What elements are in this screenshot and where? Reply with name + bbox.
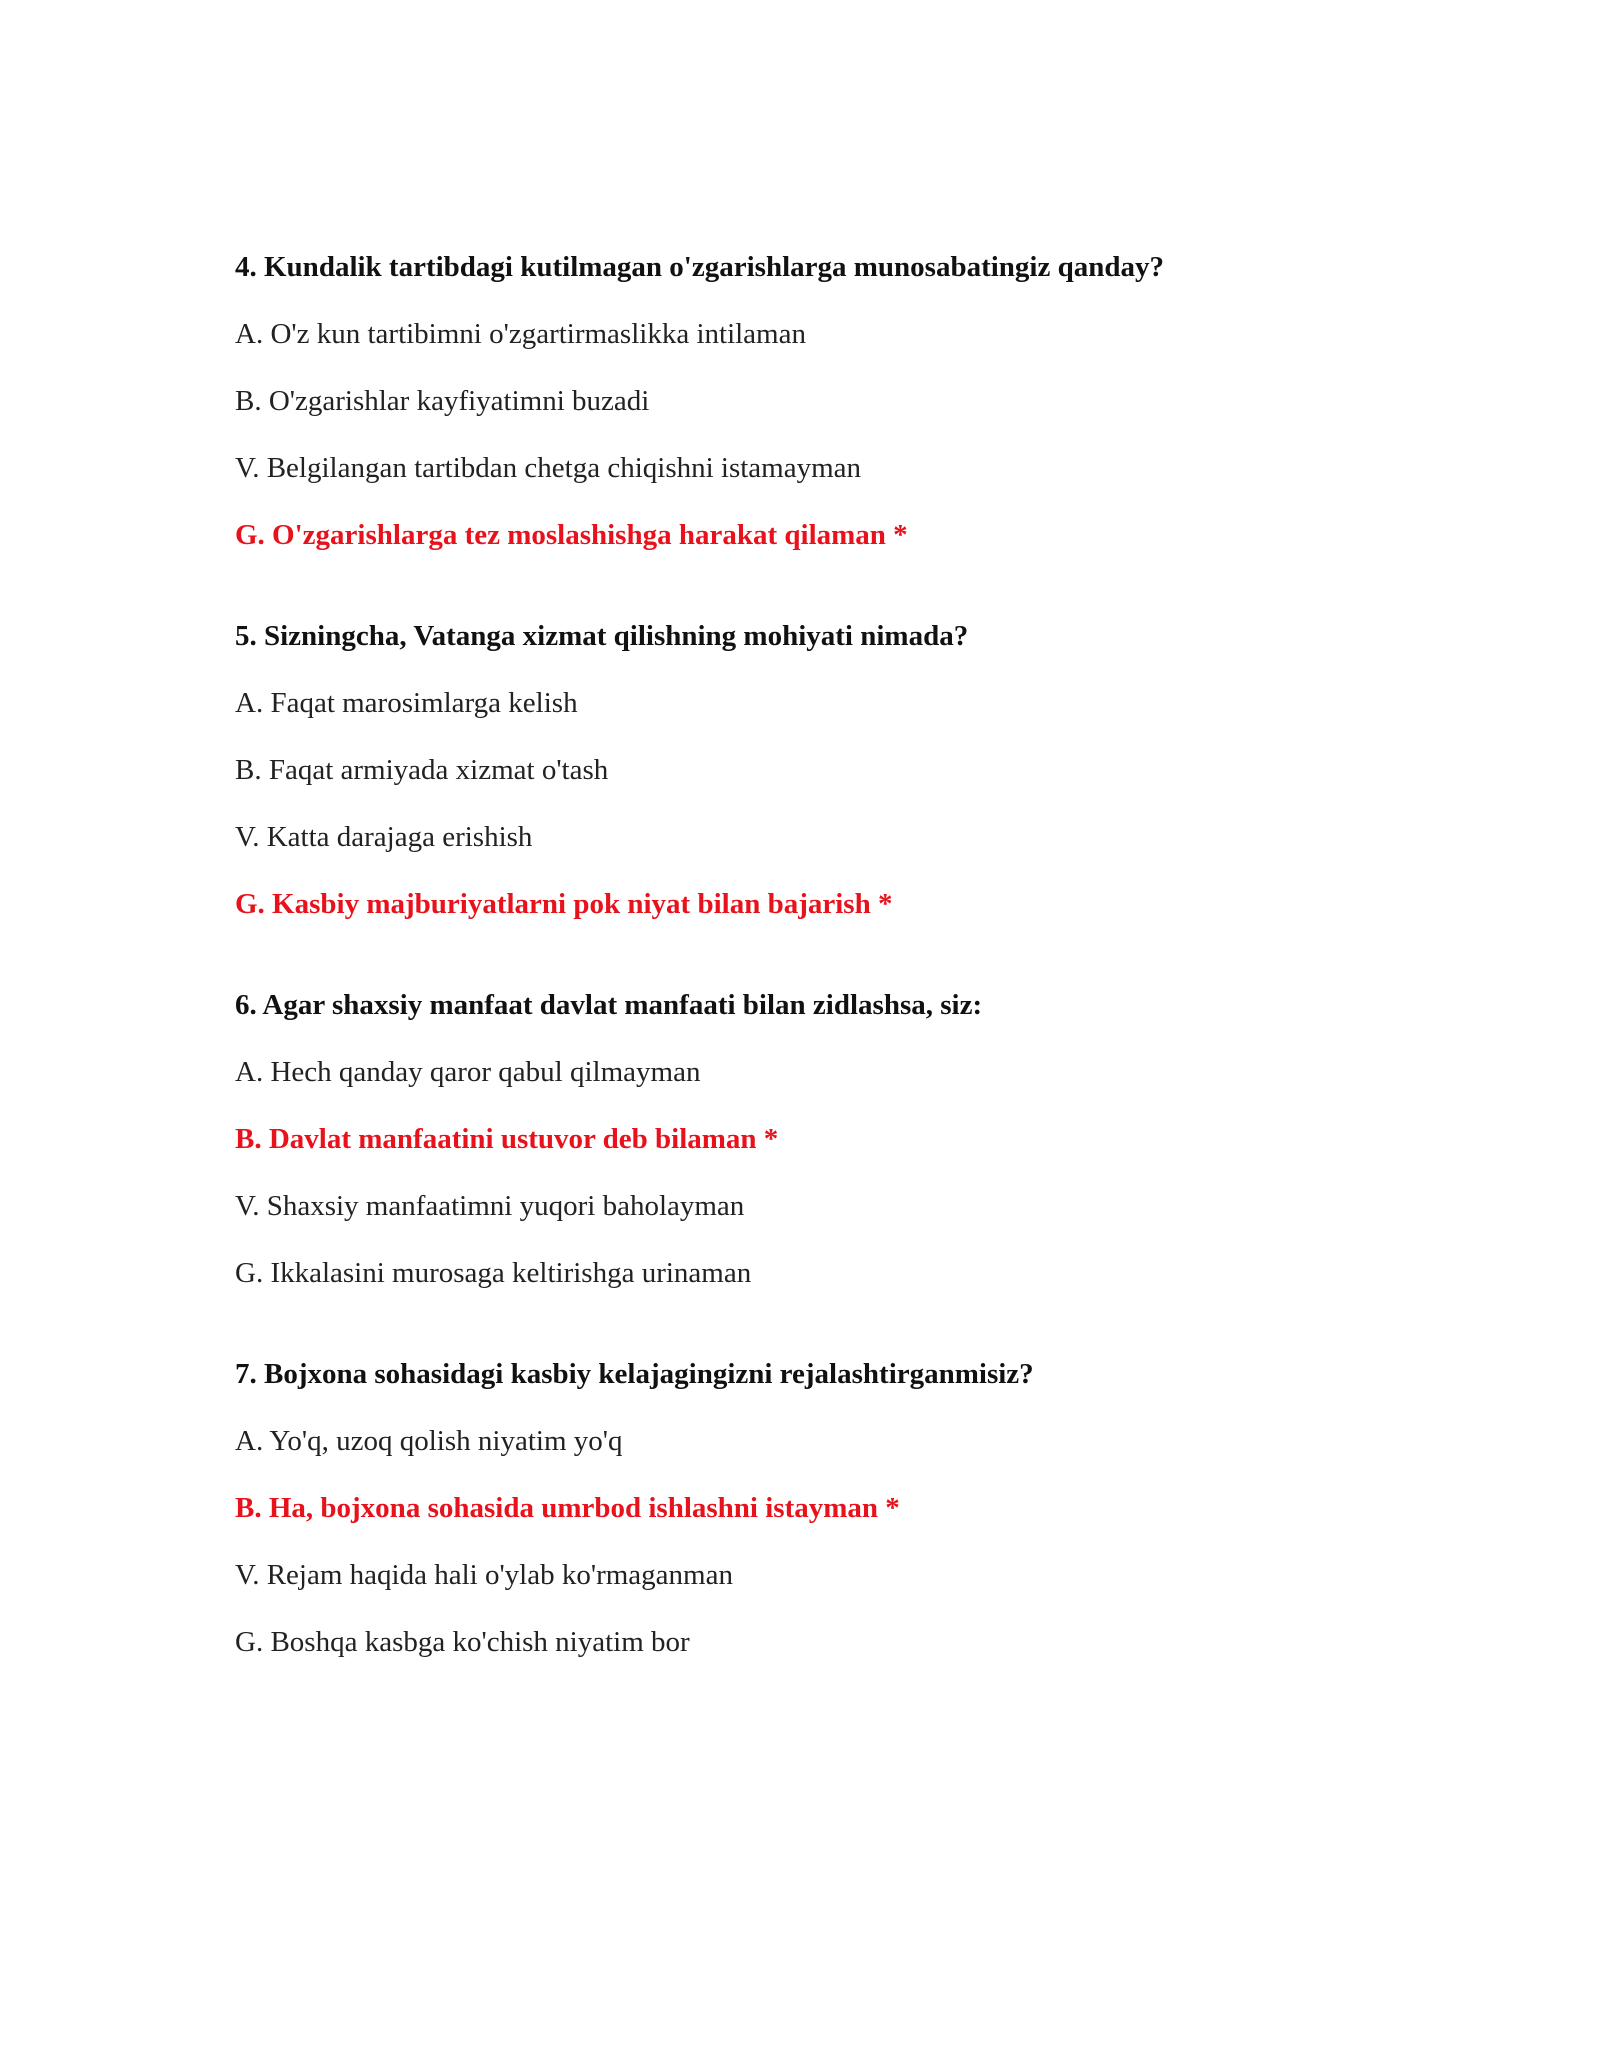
- option-a: A. Yo'q, uzoq qolish niyatim yo'q: [235, 1425, 623, 1457]
- option-b: B. Faqat armiyada xizmat o'tash: [235, 754, 609, 786]
- question-title: 4. Kundalik tartibdagi kutilmagan o'zgarishlarga munosabatingiz qanday?: [235, 251, 1164, 283]
- question-6: [235, 988, 1435, 1290]
- question-title: 5. Sizningcha, Vatanga xizmat qilishning mohiyati nimada?: [235, 620, 969, 652]
- option-a: A. Faqat marosimlarga kelish: [235, 687, 578, 719]
- option-v: V. Belgilangan tartibdan chetga chiqishni istamayman: [235, 452, 862, 484]
- document-page: [235, 250, 1435, 1726]
- option-v: V. Katta darajaga erishish: [235, 821, 533, 853]
- question-7: [235, 1357, 1435, 1659]
- option-b-correct: B. Ha, bojxona sohasida umrbod ishlashni istayman *: [235, 1492, 900, 1524]
- question-title: 7. Bojxona sohasidagi kasbiy kelajagingizni rejalashtirganmisiz?: [235, 1358, 1034, 1390]
- option-g-correct: G. Kasbiy majburiyatlarni pok niyat bilan bajarish *: [235, 888, 893, 920]
- question-5: [235, 619, 1435, 921]
- question-title: 6. Agar shaxsiy manfaat davlat manfaati bilan zidlashsa, siz:: [235, 989, 983, 1021]
- option-g-correct: G. O'zgarishlarga tez moslashishga harakat qilaman *: [235, 519, 908, 551]
- option-v: V. Shaxsiy manfaatimni yuqori baholayman: [235, 1190, 745, 1222]
- option-b-correct: B. Davlat manfaatini ustuvor deb bilaman *: [235, 1123, 779, 1155]
- option-g: G. Boshqa kasbga ko'chish niyatim bor: [235, 1626, 690, 1658]
- option-a: A. O'z kun tartibimni o'zgartirmaslikka intilaman: [235, 318, 806, 350]
- option-g: G. Ikkalasini murosaga keltirishga urinaman: [235, 1257, 752, 1289]
- option-a: A. Hech qanday qaror qabul qilmayman: [235, 1056, 701, 1088]
- option-b: B. O'zgarishlar kayfiyatimni buzadi: [235, 385, 650, 417]
- question-4: [235, 250, 1435, 552]
- option-v: V. Rejam haqida hali o'ylab ko'rmaganman: [235, 1559, 733, 1591]
